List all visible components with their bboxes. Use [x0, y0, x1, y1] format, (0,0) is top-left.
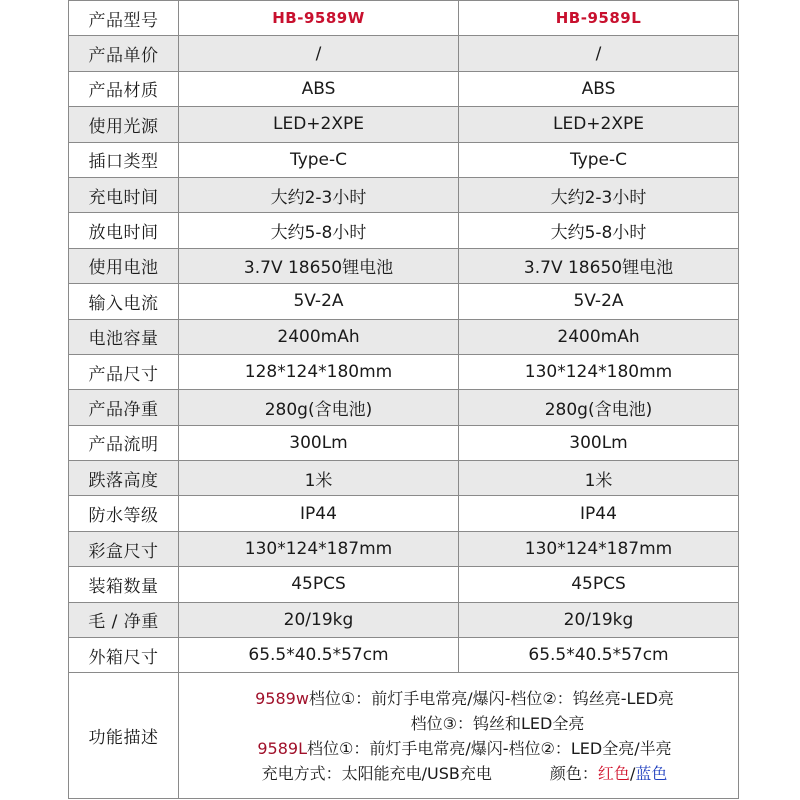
table-row	[69, 461, 739, 496]
model-code-w: 9589w	[255, 688, 309, 708]
row-label: 产品流明	[69, 425, 179, 460]
table-row	[69, 284, 739, 319]
value-b: 1米	[459, 461, 739, 496]
row-label: 外箱尺寸	[69, 638, 179, 673]
row-label: 使用光源	[69, 107, 179, 142]
row-label: 彩盒尺寸	[69, 531, 179, 566]
table-row	[69, 1, 739, 36]
value-a: 大约2-3小时	[179, 177, 459, 212]
function-line-2	[191, 711, 738, 736]
table-row	[69, 142, 739, 177]
value-a: 280g(含电池)	[179, 390, 459, 425]
value-a: 128*124*180mm	[179, 354, 459, 389]
row-label: 毛 / 净重	[69, 602, 179, 637]
value-b: 130*124*180mm	[459, 354, 739, 389]
color-red: 红色	[597, 763, 630, 783]
value-b: 3.7V 18650锂电池	[459, 248, 739, 283]
value-b: ABS	[459, 71, 739, 106]
value-b: 2400mAh	[459, 319, 739, 354]
value-a: Type-C	[179, 142, 459, 177]
table-row	[69, 319, 739, 354]
table-row	[69, 213, 739, 248]
function-line-1-text: 档位①：前灯手电常亮/爆闪-档位②：钨丝亮-LED亮	[308, 688, 674, 708]
row-label: 产品单价	[69, 36, 179, 71]
table-row	[69, 36, 739, 71]
model-a-header: HB-9589W	[179, 1, 459, 36]
value-a: LED+2XPE	[179, 107, 459, 142]
value-b: /	[459, 36, 739, 71]
value-a: 3.7V 18650锂电池	[179, 248, 459, 283]
value-a: 45PCS	[179, 567, 459, 602]
table-row	[69, 248, 739, 283]
value-a: /	[179, 36, 459, 71]
table-row	[69, 390, 739, 425]
table-row	[69, 496, 739, 531]
function-description	[179, 673, 739, 799]
table-row	[69, 602, 739, 637]
value-b: Type-C	[459, 142, 739, 177]
table-row	[69, 638, 739, 673]
value-a: 5V-2A	[179, 284, 459, 319]
value-a: IP44	[179, 496, 459, 531]
value-a: 20/19kg	[179, 602, 459, 637]
row-label: 产品净重	[69, 390, 179, 425]
function-line-3-text: 档位①：前灯手电常亮/爆闪-档位②：LED全亮/半亮	[307, 738, 672, 758]
value-b: 大约5-8小时	[459, 213, 739, 248]
value-b: 5V-2A	[459, 284, 739, 319]
value-a: 300Lm	[179, 425, 459, 460]
table-row	[69, 425, 739, 460]
value-a: 2400mAh	[179, 319, 459, 354]
color-label: 颜色：	[549, 763, 598, 783]
model-code-l: 9589L	[257, 738, 308, 758]
row-label: 放电时间	[69, 213, 179, 248]
table-row	[69, 177, 739, 212]
function-row	[69, 673, 739, 799]
charge-method: 充电方式：太阳能充电/USB充电	[261, 763, 492, 783]
table-row	[69, 354, 739, 389]
function-label: 功能描述	[69, 673, 179, 799]
row-label: 使用电池	[69, 248, 179, 283]
row-label: 防水等级	[69, 496, 179, 531]
value-a: 1米	[179, 461, 459, 496]
value-a: 大约5-8小时	[179, 213, 459, 248]
value-a: ABS	[179, 71, 459, 106]
value-b: 45PCS	[459, 567, 739, 602]
value-b: 130*124*187mm	[459, 531, 739, 566]
row-label: 产品材质	[69, 71, 179, 106]
value-b: 大约2-3小时	[459, 177, 739, 212]
spec-table	[68, 0, 739, 799]
value-a: 130*124*187mm	[179, 531, 459, 566]
function-line-2-text: 档位③：钨丝和LED全亮	[410, 713, 585, 733]
value-a: 65.5*40.5*57cm	[179, 638, 459, 673]
row-label: 充电时间	[69, 177, 179, 212]
table-row	[69, 567, 739, 602]
value-b: 280g(含电池)	[459, 390, 739, 425]
value-b: 300Lm	[459, 425, 739, 460]
row-label: 产品尺寸	[69, 354, 179, 389]
value-b: LED+2XPE	[459, 107, 739, 142]
table-row	[69, 531, 739, 566]
row-label: 输入电流	[69, 284, 179, 319]
model-b-header: HB-9589L	[459, 1, 739, 36]
row-label: 产品型号	[69, 1, 179, 36]
table-row	[69, 107, 739, 142]
row-label: 跌落高度	[69, 461, 179, 496]
row-label: 装箱数量	[69, 567, 179, 602]
row-label: 插口类型	[69, 142, 179, 177]
value-b: IP44	[459, 496, 739, 531]
value-b: 20/19kg	[459, 602, 739, 637]
row-label: 电池容量	[69, 319, 179, 354]
function-line-3	[191, 736, 738, 761]
table-row	[69, 71, 739, 106]
value-b: 65.5*40.5*57cm	[459, 638, 739, 673]
function-line-1	[191, 686, 738, 711]
function-line-4	[191, 761, 738, 786]
color-blue: 蓝色	[635, 763, 668, 783]
color-separator: /	[629, 763, 636, 783]
spec-table-body	[69, 1, 739, 799]
